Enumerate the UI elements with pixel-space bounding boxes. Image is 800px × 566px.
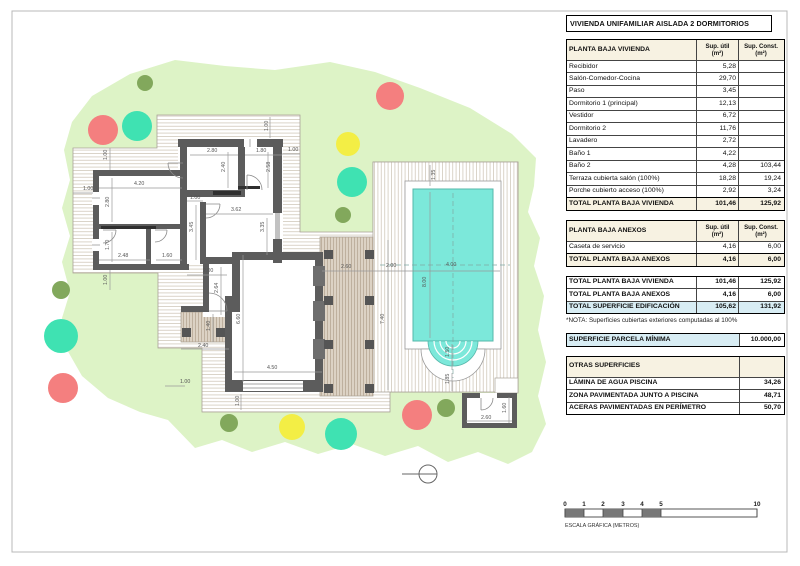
anexos-header	[567, 221, 784, 241]
tree-olive	[52, 281, 70, 299]
row-value: 48,71	[739, 390, 783, 401]
dim-label: 3.62	[231, 207, 242, 213]
window-block	[313, 339, 325, 359]
window-block	[313, 266, 325, 286]
value-sup-util: 5,28	[696, 61, 738, 72]
total-label: TOTAL PLANTA BAJA VIVIENDA	[569, 199, 674, 207]
dim-label: 1.00	[264, 120, 270, 131]
scalebar-tick-label: 1	[582, 501, 586, 508]
dim-label: 2.00	[386, 263, 397, 269]
dim-label: 4.20	[134, 181, 145, 187]
window-block	[313, 301, 325, 321]
tree-red	[402, 400, 432, 430]
dim-label: 1.70	[105, 239, 111, 250]
column-header-line: (m²)	[755, 50, 767, 57]
value-sup-const	[738, 61, 783, 72]
parcela-row	[567, 334, 784, 345]
dim-label: 1.00	[288, 147, 299, 153]
table-row	[567, 60, 784, 72]
value-sup-const	[738, 98, 783, 109]
value-sup-util: 18,28	[696, 173, 738, 184]
value-sup-util: 4,28	[696, 161, 738, 172]
table-title: PLANTA BAJA ANEXOS	[569, 226, 647, 234]
dim-label: 6.60	[236, 313, 242, 324]
value-sup-const	[738, 136, 783, 147]
value-sup-const	[738, 73, 783, 84]
row-label: Porche cubierto acceso (100%)	[569, 187, 664, 195]
total-label: TOTAL PLANTA BAJA VIVIENDA	[569, 278, 674, 286]
value-sup-const: 6,00	[738, 242, 783, 253]
dim-label: 1.60	[502, 402, 508, 413]
dim-label: 2.80	[105, 196, 111, 207]
total-summary-row	[567, 301, 784, 313]
tree-yellow	[336, 132, 360, 156]
total-sup-const: 6,00	[738, 289, 783, 300]
value-sup-util: 4,16	[696, 242, 738, 253]
row-label: Baño 1	[569, 149, 591, 157]
column-header-line: Sup. útil	[705, 43, 730, 50]
tree-red	[376, 82, 404, 110]
title-block: VIVIENDA UNIFAMILIAR AISLADA 2 DORMITORIOS	[566, 15, 772, 32]
total-sup-util: 105,62	[696, 302, 738, 313]
total-label: TOTAL SUPERFICIE EDIFICACIÓN	[569, 303, 680, 311]
vivienda-header	[567, 40, 784, 60]
scalebar-tick-label: 3	[621, 501, 625, 508]
value-sup-const: 3,24	[738, 186, 783, 197]
row-label: Caseta de servicio	[569, 243, 625, 251]
tree-teal	[325, 418, 357, 450]
tree-olive	[220, 414, 238, 432]
dim-label: 1.00	[180, 379, 191, 385]
row-label: Lavadero	[569, 137, 598, 145]
column-header	[696, 221, 738, 241]
tree-red	[48, 373, 78, 403]
column-header-line: Sup. Const.	[744, 223, 778, 231]
row-label: Recibidor	[569, 62, 598, 70]
scalebar-tick-label: 0	[563, 501, 567, 508]
row-label: Baño 2	[569, 162, 591, 170]
dim-label: 1.50	[445, 346, 451, 357]
value-sup-util: 4,22	[696, 148, 738, 159]
otras-row	[567, 377, 784, 389]
total-summary-row	[567, 288, 784, 300]
dim-label: 3.35	[260, 221, 266, 232]
sliding-door	[101, 226, 156, 229]
tree-red	[88, 115, 118, 145]
scalebar-tick-label: 4	[640, 501, 644, 508]
table-planta-baja-anexos	[566, 220, 785, 267]
tree-teal	[122, 111, 152, 141]
dim-label: 1.60	[162, 253, 173, 259]
parcela-label: SUPERFICIE PARCELA MÍNIMA	[567, 334, 739, 345]
table-row	[567, 172, 784, 184]
value-sup-const: 19,24	[738, 173, 783, 184]
table-title: OTRAS SUPERFICIES	[569, 362, 640, 370]
dim-label: 1.85	[445, 373, 451, 384]
total-sup-const: 131,92	[738, 302, 783, 313]
row-label: Vestidor	[569, 112, 594, 120]
dim-label: 1.00	[190, 195, 201, 201]
table-row	[567, 147, 784, 159]
total-sup-const: 6,00	[738, 254, 783, 265]
scalebar-tick-label: 2	[601, 501, 605, 508]
total-label: TOTAL PLANTA BAJA ANEXOS	[569, 290, 671, 298]
area-summary-panel	[566, 0, 787, 415]
value-sup-const	[738, 111, 783, 122]
dim-label: 4.00	[446, 262, 457, 268]
table-row	[567, 241, 784, 253]
value-sup-util: 6,72	[696, 111, 738, 122]
dim-label: 1.80	[256, 148, 267, 154]
scalebar-tick-label: 5	[659, 501, 663, 508]
total-summary-row	[567, 277, 784, 288]
north-symbol	[402, 465, 437, 483]
row-label: LÁMINA DE AGUA PISCINA	[569, 379, 658, 387]
total-sup-util: 4,16	[696, 254, 738, 265]
table-row	[567, 97, 784, 109]
dim-label: 2.60	[341, 264, 352, 270]
value-sup-util: 11,76	[696, 123, 738, 134]
tree-teal	[337, 167, 367, 197]
column-header-line: Sup. útil	[705, 223, 730, 231]
dim-label: 2.48	[118, 253, 129, 259]
row-label: ACERAS PAVIMENTADAS EN PERÍMETRO	[569, 404, 707, 412]
otras-row	[567, 402, 784, 414]
table-parcela-minima	[566, 333, 785, 346]
dim-label: 1.00	[103, 149, 109, 160]
pergola-terrace	[320, 237, 373, 396]
table-otras-superficies	[566, 356, 785, 415]
deck-notch	[495, 378, 518, 393]
total-sup-util: 101,46	[696, 198, 738, 209]
scalebar-tick-label: 10	[753, 501, 761, 508]
dim-label: 1.00	[235, 395, 241, 406]
tree-teal	[44, 319, 78, 353]
dim-label: 2.64	[214, 282, 220, 293]
table-row	[567, 122, 784, 134]
value-sup-const	[738, 123, 783, 134]
sliding-door	[213, 191, 241, 195]
dim-label: 2.40	[221, 161, 227, 172]
dim-label: 2.40	[198, 343, 209, 349]
tree-olive	[137, 75, 153, 91]
scalebar-segment	[642, 509, 661, 517]
table-row	[567, 85, 784, 97]
vivienda-total-row	[567, 197, 784, 209]
dim-label: 2.60	[481, 415, 492, 421]
total-label: TOTAL PLANTA BAJA ANEXOS	[569, 255, 671, 263]
table-planta-baja-vivienda	[566, 39, 785, 211]
dim-label: 1.35	[431, 169, 437, 180]
column-header	[738, 40, 783, 60]
dim-label: 2.58	[266, 161, 272, 172]
dim-label: 4.50	[267, 365, 278, 371]
column-header-line: Sup. Const.	[744, 43, 778, 50]
table-row	[567, 160, 784, 172]
scalebar-caption: ESCALA GRÁFICA (METROS)	[565, 523, 640, 529]
empty-cell	[739, 357, 783, 377]
dim-label: 1.00	[83, 186, 94, 192]
value-sup-util: 12,13	[696, 98, 738, 109]
tree-yellow	[279, 414, 305, 440]
column-header-line: (m²)	[711, 50, 724, 57]
table-title: PLANTA BAJA VIVIENDA	[569, 45, 650, 53]
dim-label: 2.00	[203, 268, 214, 274]
dim-label: 1.40	[206, 320, 212, 331]
graphic-scale	[563, 501, 761, 529]
dim-label: 7.40	[380, 313, 386, 324]
value-sup-util: 29,70	[696, 73, 738, 84]
table-row	[567, 72, 784, 84]
table-row	[567, 185, 784, 197]
row-label: Salón-Comedor-Cocina	[569, 74, 641, 82]
row-label: Terraza cubierta salón (100%)	[569, 174, 660, 182]
scalebar-segment	[565, 509, 584, 517]
column-header-line: (m²)	[711, 230, 724, 238]
column-header-line: (m²)	[755, 230, 767, 238]
row-value: 34,26	[739, 378, 783, 389]
value-sup-const: 103,44	[738, 161, 783, 172]
row-label: ZONA PAVIMENTADA JUNTO A PISCINA	[569, 391, 699, 399]
value-sup-const	[738, 86, 783, 97]
total-sup-util: 101,46	[696, 277, 738, 288]
total-sup-const: 125,92	[738, 277, 783, 288]
column-header	[738, 221, 783, 241]
table-totales	[566, 276, 785, 314]
table-row	[567, 135, 784, 147]
dim-label: 8.00	[422, 276, 428, 287]
value-sup-const	[738, 148, 783, 159]
column-header	[696, 40, 738, 60]
tree-olive	[437, 399, 455, 417]
row-label: Paso	[569, 87, 585, 95]
table-row	[567, 110, 784, 122]
value-sup-util: 2,72	[696, 136, 738, 147]
note-text: *NOTA: Superficies cubiertas exteriores computadas al 100%	[566, 317, 738, 325]
dim-label: 2.80	[207, 148, 218, 154]
total-sup-const: 125,92	[738, 198, 783, 209]
sliding-door	[238, 186, 260, 189]
row-label: Dormitorio 2	[569, 124, 607, 132]
scalebar-segment	[603, 509, 623, 517]
otras-row	[567, 389, 784, 401]
row-label: Dormitorio 1 (principal)	[569, 99, 638, 107]
value-sup-util: 3,45	[696, 86, 738, 97]
parcela-value: 10.000,00	[739, 334, 783, 345]
row-value: 50,70	[739, 403, 783, 414]
dim-label: 3.45	[189, 221, 195, 232]
total-sup-util: 4,16	[696, 289, 738, 300]
otras-header	[567, 357, 784, 377]
dim-label: 1.00	[103, 274, 109, 285]
value-sup-util: 2,92	[696, 186, 738, 197]
tree-olive	[335, 207, 351, 223]
anexos-total-row	[567, 253, 784, 265]
